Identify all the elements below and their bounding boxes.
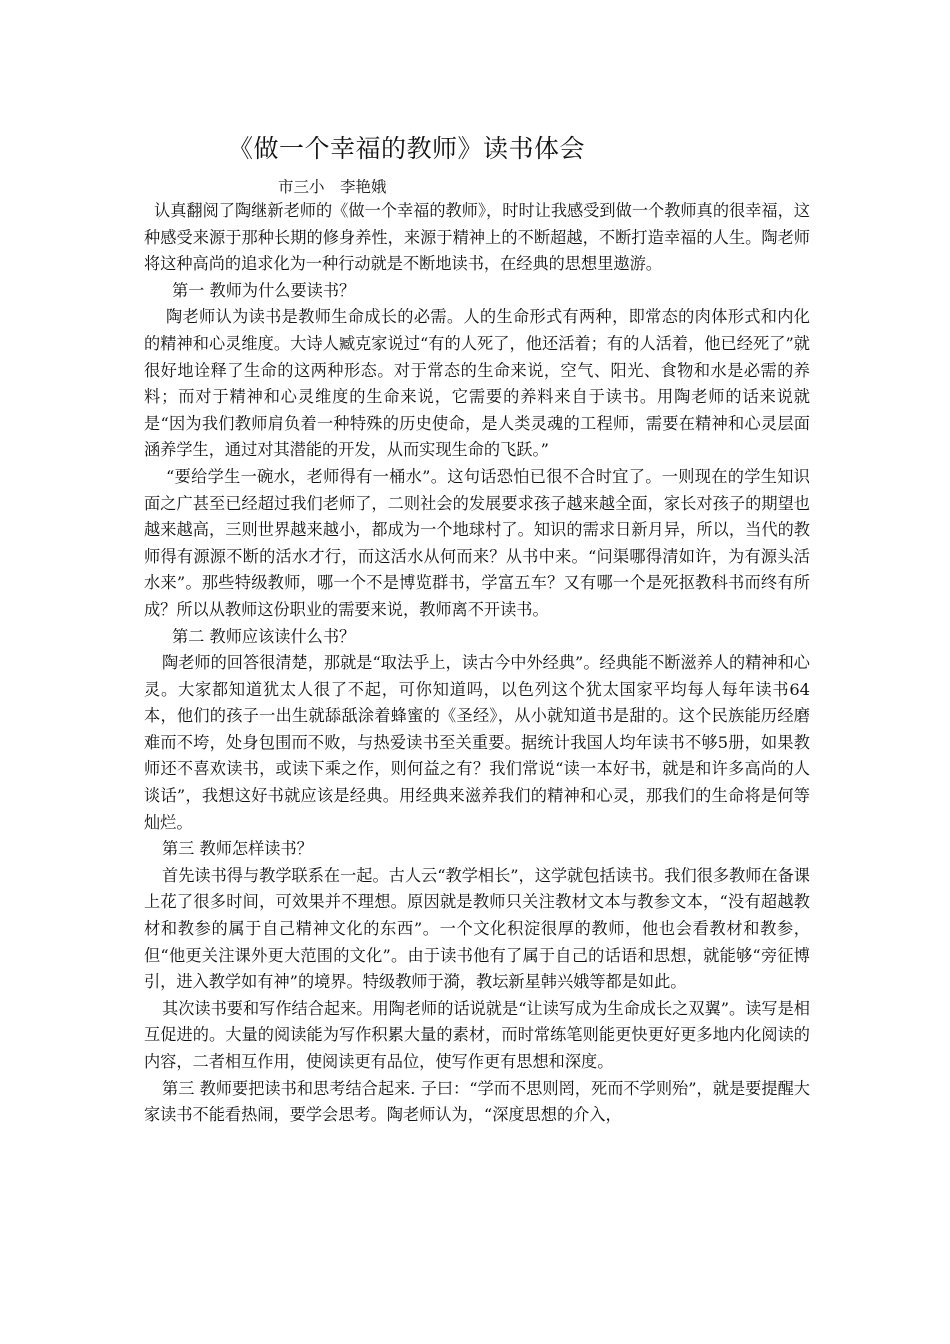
author-line: 市三小 李艳娥 [278,178,387,196]
section-heading-1: 第一 教师为什么要读书？ [172,280,356,300]
document-body [144,198,810,1129]
section-heading-3: 第三 教师怎样读书？ [162,839,313,859]
body-paragraph: 陶老师认为读书是教师生命成长的必需。人的生命形式有两种，即常态的肉体形式和内化的精神和心灵维度。大诗人臧克家说过“有的人死了，他还活着；有的人活着，他已经死了”就很好地诠释了生命的这两种形态。对于常态的生命来说，空气、阳光、食物和水是必需的养料；而对于精神和心灵维度的生命来说，它需要的养料来自于读书。用陶老师的话来说就是“因为我们教师肩负着一种特殊的历史使命，是人类灵魂的工程师，需要在精神和心灵层面涵养学生，通过对其潜能的开发，从而实现生命的飞跃。” [144,307,810,460]
section-heading-2: 第二 教师应该读什么书？ [172,626,356,646]
intro-paragraph: 认真翻阅了陶继新老师的《做一个幸福的教师》，时时让我感受到做一个教师真的很幸福，这种感受来源于那种长期的修身养性，来源于精神上的不断超越，不断打造幸福的人生。陶老师将这种高尚的追求化为一种行动就是不断地读书，在经典的思想里遨游。 [144,201,810,274]
body-paragraph: 首先读书得与教学联系在一起。古人云“教学相长”，这学就包括读书。我们很多教师在备课上花了很多时间，可效果并不理想。原因就是教师只关注教材文本与教参文本，“没有超越教材和教参的属于自己精神文化的东西”。一个文化积淀很厚的教师，他也会看教材和教参，但“他更关注课外更大范围的文化”。由于读书他有了属于自己的话语和思想，就能够“旁征博引，进入教学如有神”的境界。特级教师于漪，教坛新星韩兴娥等都是如此。 [144,865,810,992]
body-paragraph: 第三 教师要把读书和思考结合起来. 子曰：“学而不思则罔，死而不学则殆”，就是要提醒大家读书不能看热闹，要学会思考。陶老师认为，“深度思想的介入， [144,1078,810,1125]
body-paragraph: 其次读书要和写作结合起来。用陶老师的话说就是“让读写成为生命成长之双翼”。读写是相互促进的。大量的阅读能为写作积累大量的素材，而时常练笔则能更快更好更多地内化阅读的内容，二者相互作用，使阅读更有品位，使写作更有思想和深度。 [144,998,810,1071]
body-paragraph: 陶老师的回答很清楚，那就是“取法乎上，读古今中外经典”。经典能不断滋养人的精神和心灵。大家都知道犹太人很了不起，可你知道吗，以色列这个犹太国家平均每人每年读书64本，他们的孩子一出生就舔舐涂着蜂蜜的《圣经》，从小就知道书是甜的。这个民族能历经磨难而不垮，处身包围而不败，与热爱读书至关重要。据统计我国人均年读书不够5册，如果教师还不喜欢读书，或读下乘之作，则何益之有？我们常说“读一本好书，就是和许多高尚的人谈话”，我想这好书就应该是经典。用经典来滋养我们的精神和心灵，那我们的生命将是何等灿烂。 [144,653,810,832]
body-paragraph: “要给学生一碗水，老师得有一桶水”。这句话恐怕已很不合时宜了。一则现在的学生知识面之广甚至已经超过我们老师了，二则社会的发展要求孩子越来越全面，家长对孩子的期望也越来越高，三则世界越来越小，都成为一个地球村了。知识的需求日新月异，所以，当代的教师得有源源不断的活水才行，而这活水从何而来？从书中来。“问渠哪得清如许，为有源头活水来”。那些特级教师，哪一个不是博览群书，学富五车？又有哪一个是死抠教科书而终有所成？所以从教师这份职业的需要来说，教师离不开读书。 [144,466,810,619]
document-title: 《做一个幸福的教师》读书体会 [228,134,586,163]
